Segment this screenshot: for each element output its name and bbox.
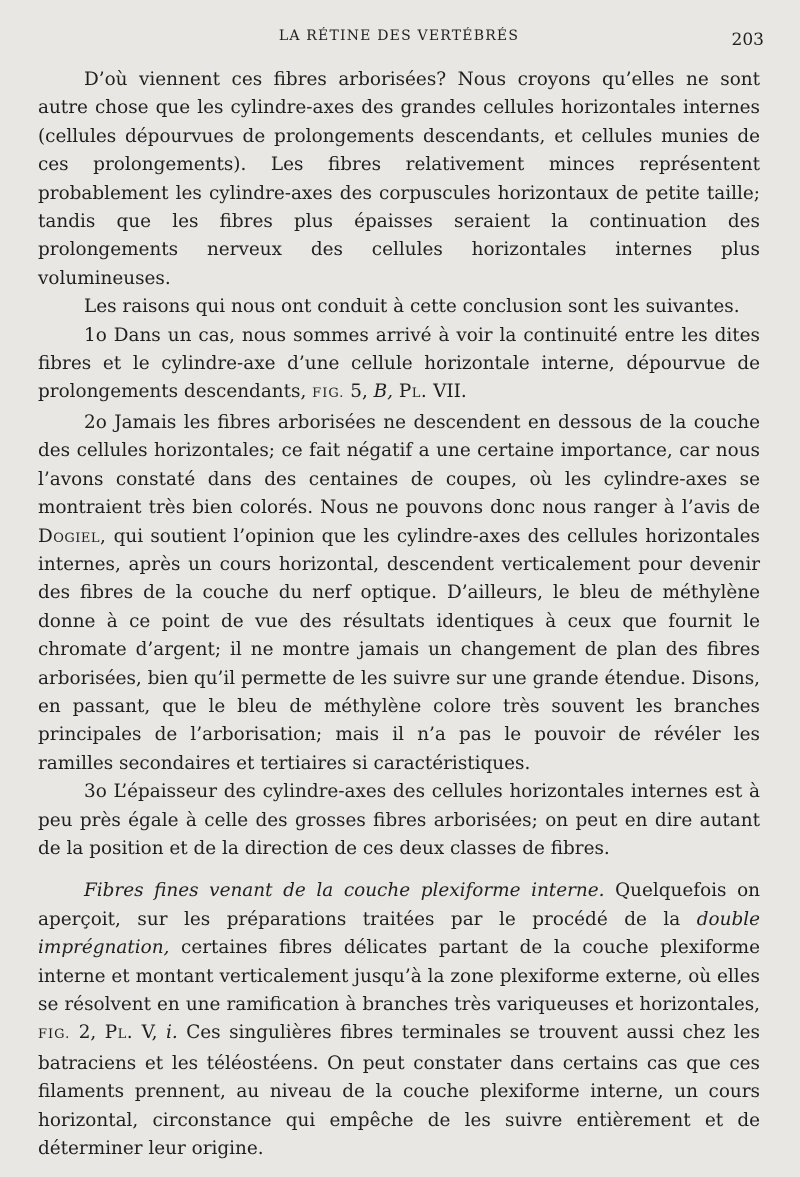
paragraph-3 (38, 322, 760, 409)
plate-number-2: V, (141, 1022, 158, 1044)
paragraph-3-text: 1o Dans un cas, nous sommes arrivé à voir la continuité entre les dites fibres et le cylindre-axe d’une cellule horizontale interne, dépourvue de prolongements descendants, (38, 324, 760, 403)
paragraph-6-text-b: certaines fibres délicates partant de la couche plexiforme interne et montant verticalement jusqu’à la zone plexiforme externe, où elles se résolvent en une ramification à branches très variqueuses et horizontales, (38, 937, 760, 1015)
figure-number-2: 2, (78, 1022, 97, 1044)
running-title: LA RÉTINE DES VERTÉBRÉS (278, 28, 520, 44)
italic-term: double imprégnation, (38, 908, 760, 959)
figure-letter: B, (373, 381, 394, 403)
body-text (38, 66, 760, 1163)
figure-label: FIG. (312, 386, 345, 402)
figure-letter-2: i. (165, 1022, 178, 1044)
paragraph-6-text-a: Quelquefois on aperçoit, sur les préparations traitées par le procédé de la (38, 880, 760, 930)
author-name: Dogiel, (38, 525, 107, 547)
figure-number: 5, (350, 381, 368, 403)
paragraph-6-text-c: Ces singulières fibres terminales se trouvent aussi chez les batraciens et les téléostéens. On peut constater dans certains cas que ces filaments prennent, au niveau de la couche plexiforme interne, un cours horizontal, circonstance qui empêche de les suivre entièrement et de déterminer leur origine. (38, 1022, 760, 1160)
paragraph-4-text-before: 2o Jamais les fibres arborisées ne descendent en dessous de la couche des cellules horizontales; ce fait négatif a une certaine importance, car nous l’avons constaté dans des centaines de coupes, où les cylindre-axes se montraient très bien colorés. Nous ne pouvons donc nous ranger à l’avis de (38, 411, 760, 519)
paragraph-6 (38, 877, 760, 1163)
page-header (38, 0, 764, 66)
paragraph-5: 3o L’épaisseur des cylindre-axes des cellules horizontales internes est à peu près égale à celle des grosses fibres arborisées; on peut en dire autant de la position et de la direction de ces deux classes de fibres. (38, 781, 760, 859)
paragraph-4-text-after: qui soutient l’opinion que les cylindre-axes des cellules horizontales internes, après un cours horizontal, descendent verticalement pour devenir des fibres de la couche du nerf optique. D’ailleurs, le bleu de méthylène donne à ce point de vue des résultats identiques à ceux que fournit le chromate d’argent; il ne montre jamais un changement de plan des fibres arborisées, bien qu’il permette de les suivre sur une grande étendue. Disons, en passant, que le bleu de méthylène colore très souvent les branches principales de l’arborisation; mais il n’a pas le pouvoir de révéler les ramilles secondaires et tertiaires si caractéristiques. (38, 525, 760, 774)
paragraph-2: Les raisons qui nous ont conduit à cette conclusion sont les suivantes. (84, 296, 740, 318)
paragraph-1: D’où viennent ces fibres arborisées? Nous croyons qu’elles ne sont autre chose que les cylindre-axes des grandes cellules horizontales internes (cellules dépourvues de prolongements descendants, et cellules munies de ces prolongements). Les fibres relativement minces représentent probablement les cylindre-axes des corpuscules horizontaux de petite taille; tandis que les fibres plus épaisses seraient la continuation des prolongements nerveux des cellules horizontales internes plus volumineuses. (38, 69, 760, 289)
figure-label-2: FIG. (38, 1027, 71, 1043)
page-number: 203 (731, 30, 764, 50)
plate-label: Pl. (398, 381, 428, 403)
section-heading: Fibres fines venant de la couche plexiforme interne. (84, 880, 605, 902)
plate-number: VII. (433, 381, 467, 403)
plate-label-2: Pl. (104, 1022, 134, 1044)
paragraph-4 (38, 409, 760, 778)
